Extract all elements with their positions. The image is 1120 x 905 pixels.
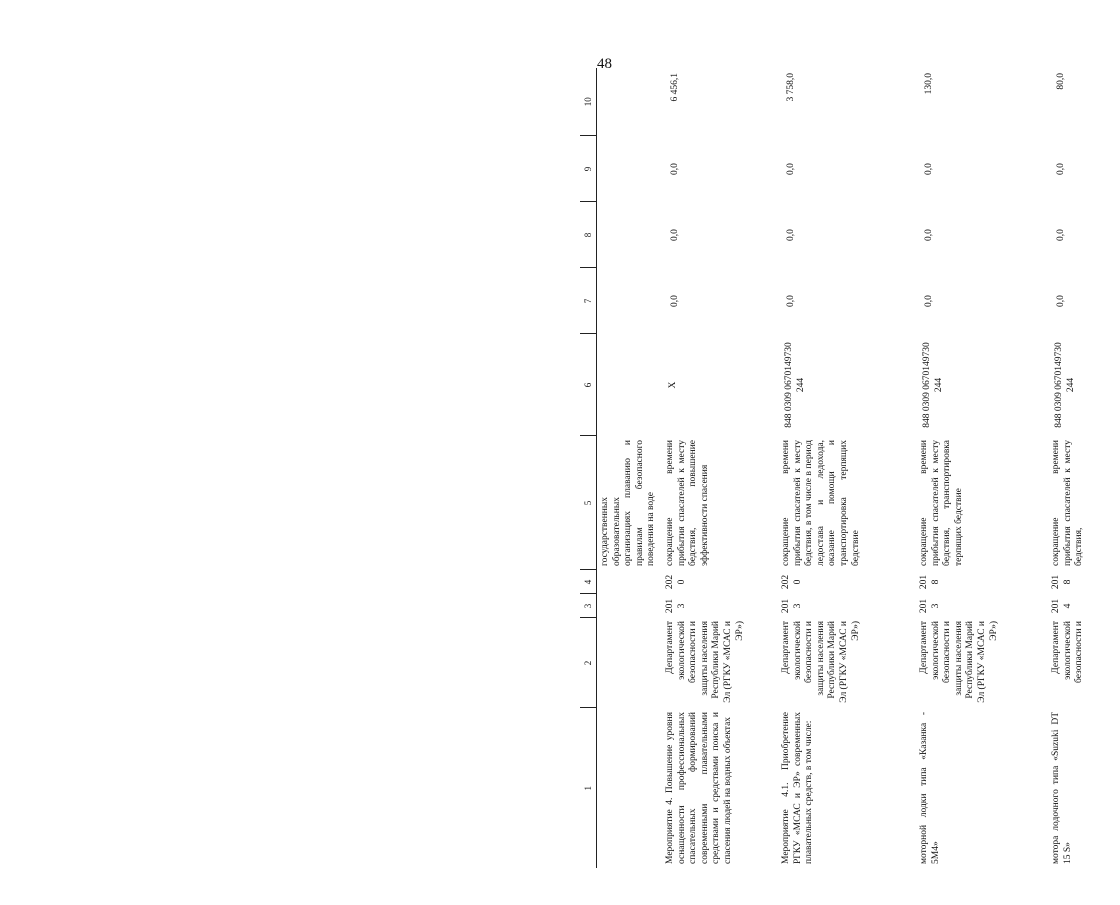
value-col-7: 0,0 — [1056, 295, 1066, 307]
header-col-9: 9 — [580, 136, 597, 202]
executor: Департамент экологической безопасности и защиты населения Республики Марий Эл (РГКУ «МСАС и ЭР») — [781, 621, 861, 703]
header-col-10: 10 — [580, 68, 597, 136]
header-col-5: 5 — [580, 436, 597, 570]
value-col-8: 0,0 — [1056, 229, 1066, 241]
value-col-7: 0,0 — [786, 295, 796, 307]
start-year: 2013 — [665, 598, 687, 614]
table-row — [1048, 68, 1118, 868]
value-col-7: 0,0 — [924, 295, 934, 307]
budget-code: 848 0309 0670149730 244 — [784, 342, 806, 428]
end-year: 2018 — [919, 574, 941, 590]
measure-name: мотора лодочного типа «Suzuki DT 15 S» — [1051, 712, 1073, 864]
value-col-9: 0,0 — [670, 163, 680, 175]
table-row — [778, 68, 916, 868]
value-col-10: 6 456,1 — [670, 73, 680, 102]
end-year: 2020 — [665, 574, 687, 590]
value-col-9: 0,0 — [924, 163, 934, 175]
page-number: 48 — [597, 56, 612, 72]
end-year: 2020 — [781, 574, 803, 590]
budget-code: X — [668, 381, 678, 389]
start-year: 2014 — [1051, 598, 1073, 614]
expected-result: сокращение времени прибытия спасателей к месту бедствия, в том числе в период ледостава и ледохода, оказание помощи и транспортировка терпящих бедствие — [781, 440, 861, 566]
header-col-8: 8 — [580, 202, 597, 268]
value-col-7: 0,0 — [670, 295, 680, 307]
header-col-7: 7 — [580, 268, 597, 334]
header-col-1: 1 — [580, 708, 597, 868]
continuation-row — [597, 68, 663, 868]
rotated-table-container — [580, 68, 1120, 868]
measure-name: Мероприятие 4. Повышение уровня оснащенности профессиональных спасательных формирований современными плавательными средствами и средствами поиска и спасения людей на водных объектах — [665, 712, 733, 864]
value-col-10: 80,0 — [1056, 73, 1066, 90]
budget-code: 848 0309 0670149730 244 — [1054, 342, 1076, 428]
continuation-cell: государственных образовательных организациях плаванию и правилам безопасного поведения на воде — [600, 440, 657, 566]
value-col-9: 0,0 — [786, 163, 796, 175]
value-col-10: 3 758,0 — [786, 73, 796, 102]
column-number-header-row — [580, 68, 597, 868]
start-year: 2013 — [919, 598, 941, 614]
executor: Департамент экологической безопасности и защиты населения Республики Марий Эл (РГКУ «МСАС и ЭР») — [919, 621, 999, 703]
budget-code: 848 0309 0670149730 244 — [922, 342, 944, 428]
end-year: 2018 — [1051, 574, 1073, 590]
measure-name: Мероприятие 4.1. Приобретение РГКУ «МСАС и ЭР» современных плавательных средств, в том числе: — [781, 712, 815, 864]
expected-result: сокращение времени прибытия спасателей к месту бедствия, транспортировка терпящих бедствие — [919, 440, 964, 566]
expected-result: сокращение времени прибытия спасателей к месту бедствия, — [1051, 440, 1085, 566]
executor: Департамент экологической безопасности и — [1051, 621, 1085, 683]
value-col-8: 0,0 — [924, 229, 934, 241]
start-year: 2013 — [781, 598, 803, 614]
table-row — [916, 68, 1048, 868]
header-col-4: 4 — [580, 570, 597, 594]
value-col-10: 130,0 — [924, 73, 934, 95]
header-col-6: 6 — [580, 334, 597, 436]
value-col-8: 0,0 — [786, 229, 796, 241]
header-col-2: 2 — [580, 618, 597, 708]
table-row — [662, 68, 778, 868]
value-col-8: 0,0 — [670, 229, 680, 241]
measure-name: моторной лодки типа «Казанка - 5М4» — [919, 712, 941, 864]
executor: Департамент экологической безопасности и защиты населения Республики Марий Эл (РГКУ «МСАС и ЭР») — [665, 621, 745, 703]
header-col-3: 3 — [580, 594, 597, 618]
program-measures-table — [580, 68, 1118, 868]
expected-result: сокращение времени прибытия спасателей к месту бедствия, повышение эффективности спасения — [665, 440, 710, 566]
value-col-9: 0,0 — [1056, 163, 1066, 175]
